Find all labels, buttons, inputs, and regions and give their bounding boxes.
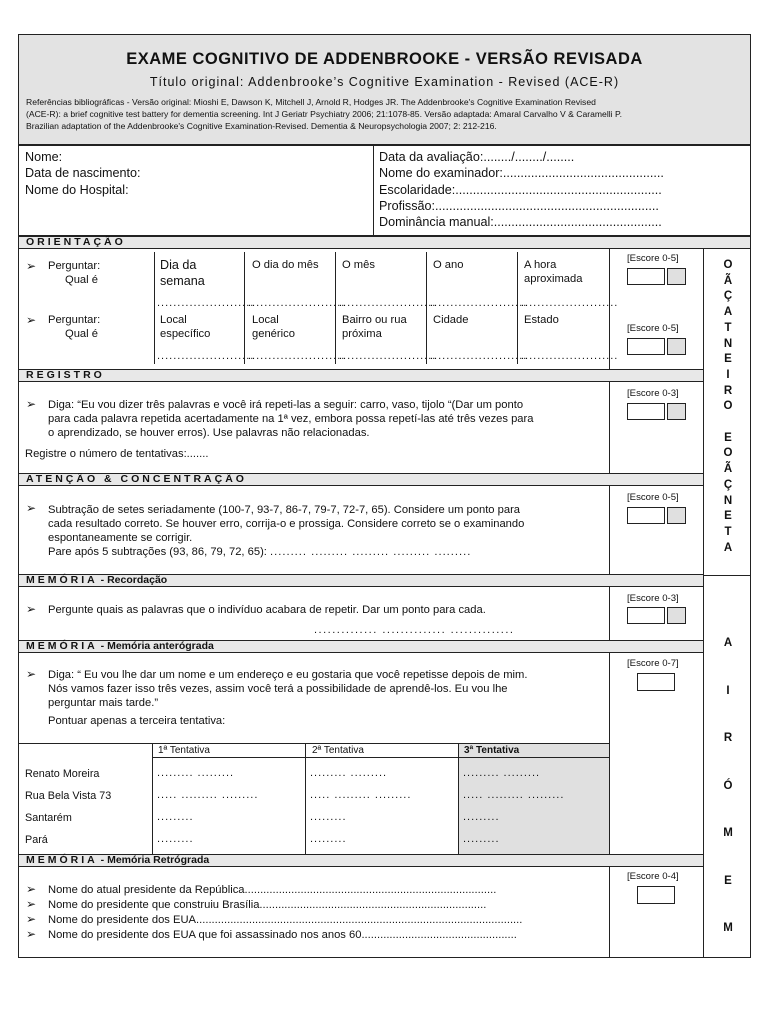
- answer-dots[interactable]: ..... ......... .........: [310, 789, 412, 801]
- answer-dots[interactable]: ........................: [248, 350, 346, 362]
- city-label: Cidade: [433, 314, 469, 326]
- answer-dots[interactable]: ........................: [521, 350, 619, 362]
- atencao-instructions: Subtração de setes seriadamente (100-7, 93-7, 86-7, 79-7, 72-7, 65). Considere um ponto para cada resultado correto. Se houver erro, corrija-o e prossiga. Considere correto se o examinando espontaneamente se corrigir. Pare após 5 subtrações (93, 86, 79, 72, 65): ......... ......... ......... ......... .........: [48, 504, 525, 558]
- score-label: [Escore 0-5]: [627, 492, 679, 503]
- answer-dots[interactable]: .........: [310, 811, 347, 823]
- answer-dots[interactable]: ........................: [430, 297, 528, 309]
- specific-place-label: Local específico: [160, 314, 211, 340]
- answer-dots[interactable]: ......... .........: [310, 767, 388, 779]
- month-label: O mês: [342, 259, 375, 271]
- score-box[interactable]: [627, 607, 665, 624]
- list-item[interactable]: ➢ Nome do presidente dos EUA que foi assassinado nos anos 60..................................................: [26, 927, 517, 941]
- section-atencao: ATENÇÃO & CONCENTRAÇÃO: [18, 473, 704, 486]
- score-box[interactable]: [627, 268, 665, 285]
- answer-dots[interactable]: .........: [157, 833, 194, 845]
- answer-dots[interactable]: ..... ......... .........: [157, 789, 259, 801]
- answer-dots[interactable]: ........................: [521, 297, 619, 309]
- answer-dots[interactable]: ..... ......... .........: [463, 789, 565, 801]
- score-box[interactable]: [627, 403, 665, 420]
- ask-label: Perguntar: Qual é: [48, 260, 101, 286]
- score-max-box: [667, 607, 686, 624]
- registro-instructions: Diga: “Eu vou dizer três palavras e você irá repeti-las a seguir: carro, vaso, tijolo “(Dar um ponto para cada palavra repetida acertadamente na 1ª vez, embora possa repetí-las até três vezes para o aprendizado, se houver erros). Use palavras não relacionadas.: [48, 399, 534, 439]
- answer-dots[interactable]: .........: [157, 811, 194, 823]
- retrograda-list: [26, 882, 522, 942]
- side-label-memoria: A I R Ó M E M: [723, 637, 733, 934]
- row-label: Rua Bela Vista 73: [25, 790, 112, 802]
- score-label: [Escore 0-3]: [627, 388, 679, 399]
- examiner-field[interactable]: Nome do examinador:..............................................: [379, 166, 664, 181]
- day-of-week-label: Dia da semana: [160, 258, 205, 288]
- year-label: O ano: [433, 259, 464, 271]
- row-label: Santarém: [25, 812, 72, 824]
- divider: [373, 145, 374, 236]
- attempt-2-header: 2ª Tentativa: [312, 745, 364, 756]
- attempt-3-header: 3ª Tentativa: [464, 745, 520, 756]
- handedness-field[interactable]: Dominância manual:................................................: [379, 215, 662, 230]
- time-label: A hora aproximada: [524, 259, 583, 285]
- answer-dots[interactable]: ........................: [157, 350, 255, 362]
- section-retrograda: MEMÓRIA - Memória Retrógrada: [18, 854, 704, 867]
- answer-dots[interactable]: ........................: [430, 350, 528, 362]
- street-label: Bairro ou rua próxima: [342, 314, 407, 340]
- answer-dots[interactable]: ......... .........: [463, 767, 541, 779]
- score-label: [Escore 0-7]: [627, 658, 679, 669]
- form-subtitle: Título original: Addenbrooke’s Cognitive Examination - Revised (ACE-R): [149, 75, 620, 89]
- attempt-1-header: 1ª Tentativa: [158, 745, 210, 756]
- section-orientacao: ORIENTAÇÃO: [18, 236, 751, 249]
- side-column-divider: [703, 249, 704, 958]
- references: [26, 96, 748, 132]
- recordacao-instructions: Pergunte quais as palavras que o indivíduo acabara de repetir. Dar um ponto para cada.: [48, 604, 486, 616]
- attempts-field[interactable]: Registre o número de tentativas:.......: [25, 448, 209, 460]
- score-box[interactable]: [637, 673, 675, 691]
- answer-dots[interactable]: ......... .........: [157, 767, 235, 779]
- ask-label: Perguntar: Qual é: [48, 314, 101, 340]
- list-item[interactable]: ➢ Nome do atual presidente da República.................................................................................: [26, 882, 497, 896]
- patient-left-fields: [25, 149, 141, 198]
- birthdate-field[interactable]: Data de nascimento:: [25, 166, 141, 181]
- score-box[interactable]: [627, 507, 665, 524]
- arrow-icon: ➢: [26, 397, 37, 411]
- hospital-field[interactable]: Nome do Hospital:: [25, 182, 129, 197]
- arrow-icon: ➢: [26, 313, 37, 327]
- patient-right-fields: [379, 149, 664, 230]
- answer-dots[interactable]: .........: [463, 811, 500, 823]
- row-label: Renato Moreira: [25, 768, 100, 780]
- education-field[interactable]: Escolaridade:...........................................................: [379, 182, 662, 197]
- anterograda-instructions: Diga: “ Eu vou lhe dar um nome e um endereço e eu gostaria que você repetisse depois de mim. Nós vamos fazer isso três vezes, assim você terá a possibilidade de aprendê-los. Eu vou lhe perguntar mais tarde.” Pontuar apenas a terceira tentativa:: [48, 669, 528, 727]
- row-label: Pará: [25, 834, 48, 846]
- answer-dots[interactable]: .........: [310, 833, 347, 845]
- form-title: EXAME COGNITIVO DE ADDENBROOKE - VERSÃO REVISADA: [126, 50, 643, 68]
- generic-place-label: Local genérico: [252, 314, 295, 340]
- answer-dots[interactable]: .............. .............. ..............: [314, 624, 515, 636]
- score-box[interactable]: [627, 338, 665, 355]
- score-label: [Escore 0-5]: [627, 323, 679, 334]
- answer-dots[interactable]: ........................: [248, 297, 346, 309]
- side-label-atencao-orientacao: O Ã Ç A T N E I R O E O Ã Ç N E T A: [723, 259, 733, 554]
- score-max-box: [667, 403, 686, 420]
- arrow-icon: ➢: [26, 602, 37, 616]
- state-label: Estado: [524, 314, 559, 326]
- evaluation-date-field[interactable]: Data da avaliação:......../......../........: [379, 150, 575, 164]
- references-line: Brazilian adaptation of the Addenbrooke's Cognitive Examination-Revised. Dementia & Neuropsychologia 2007; 2: 212-216.: [26, 121, 497, 131]
- answer-dots[interactable]: ........................: [339, 350, 437, 362]
- profession-field[interactable]: Profissão:................................................................: [379, 198, 659, 213]
- day-of-month-label: O dia do mês: [252, 259, 319, 271]
- section-recordacao: MEMÓRIA - Recordação: [18, 574, 704, 587]
- score-label: [Escore 0-3]: [627, 593, 679, 604]
- references-line: Referências bibliográficas - Versão original: Mioshi E, Dawson K, Mitchell J, Arnold R, Hodges JR. The Addenbrooke's Cognitive Examination Revised: [26, 97, 596, 107]
- score-box[interactable]: [637, 886, 675, 904]
- score-max-box: [667, 507, 686, 524]
- answer-dots[interactable]: ......... ......... ......... ......... .........: [270, 546, 472, 558]
- section-anterograda: MEMÓRIA - Memória anterógrada: [18, 640, 704, 653]
- references-line: (ACE-R): a brief cognitive test battery for dementia screening. Int J Geriatr Psychiatry 2006; 21:1078-85. Versão adaptada: Amaral Carvalho V & Caramelli P.: [26, 109, 622, 119]
- score-label: [Escore 0-5]: [627, 253, 679, 264]
- arrow-icon: ➢: [26, 667, 37, 681]
- list-item[interactable]: ➢ Nome do presidente dos EUA.........................................................................................................: [26, 912, 523, 926]
- answer-dots[interactable]: ........................: [157, 297, 255, 309]
- form-header: [18, 34, 751, 145]
- arrow-icon: ➢: [26, 259, 37, 273]
- answer-dots[interactable]: .........: [463, 833, 500, 845]
- score-max-box: [667, 338, 686, 355]
- name-field[interactable]: Nome:: [25, 150, 63, 164]
- side-divider: [703, 575, 751, 576]
- section-registro: REGISTRO: [18, 369, 704, 382]
- score-label: [Escore 0-4]: [627, 871, 679, 882]
- score-max-box: [667, 268, 686, 285]
- arrow-icon: ➢: [26, 501, 37, 515]
- list-item[interactable]: ➢ Nome do presidente que construiu Brasília.........................................................................: [26, 897, 487, 911]
- answer-dots[interactable]: ........................: [339, 297, 437, 309]
